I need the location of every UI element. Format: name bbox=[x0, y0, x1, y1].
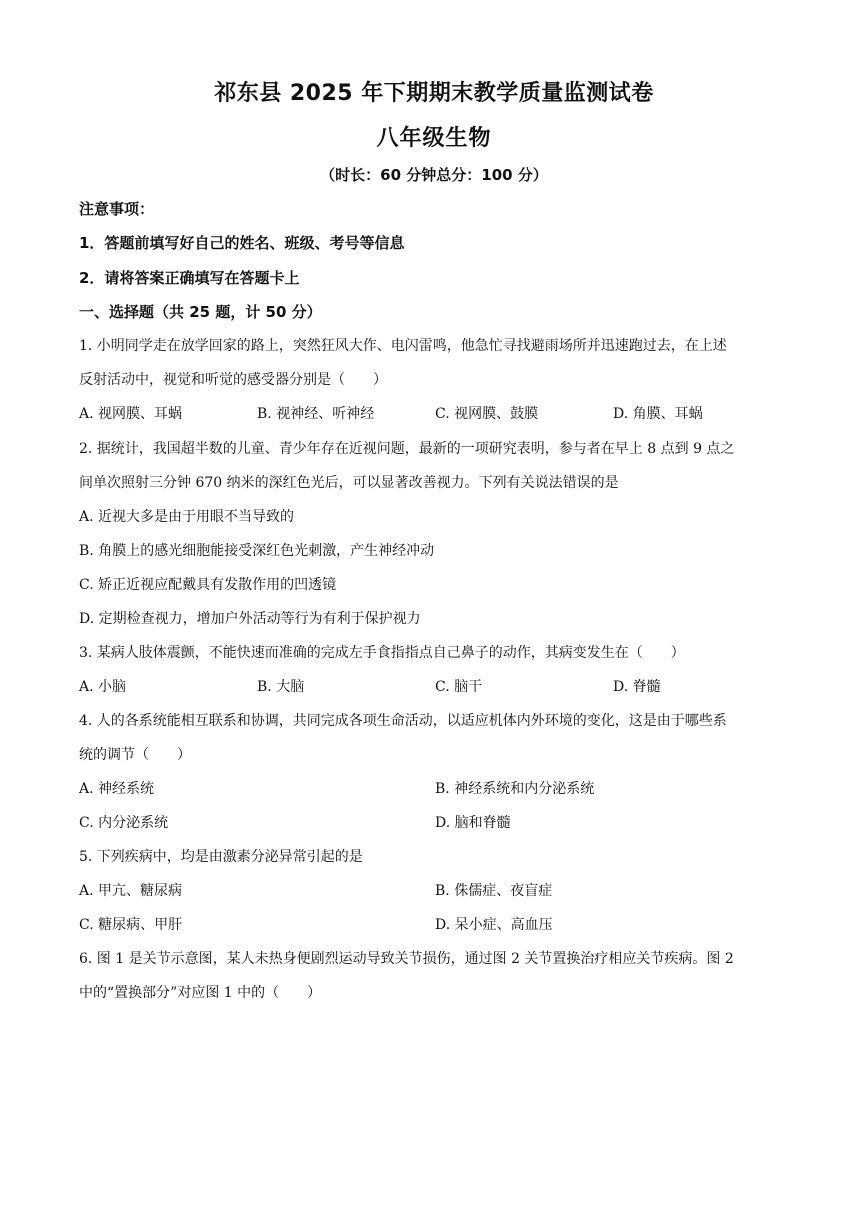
subject-title: 八年级生物 bbox=[376, 126, 492, 151]
exam-duration: （时长：60 分钟总分：100 分） bbox=[320, 166, 548, 184]
question-5-text: 5. 下列疾病中，均是由激素分泌异常引起的是 bbox=[79, 849, 363, 865]
q5-option-d: D. 呆小症、高血压 bbox=[435, 917, 553, 933]
q5-option-c: C. 糖尿病、甲肝 bbox=[79, 917, 183, 933]
q4-option-b: B. 神经系统和内分泌系统 bbox=[435, 781, 595, 797]
question-1-text: 反射活动中，视觉和听觉的感受器分别是（ ） bbox=[79, 372, 387, 388]
q4-option-a: A. 神经系统 bbox=[79, 781, 155, 797]
q5-option-b: B. 侏儒症、夜盲症 bbox=[435, 883, 553, 899]
question-2-text: 间单次照射三分钟 670 纳米的深红色光后，可以显著改善视力。下列有关说法错误的是 bbox=[79, 475, 619, 491]
note-item: 1．答题前填写好自己的姓名、班级、考号等信息 bbox=[79, 234, 405, 252]
notes-heading: 注意事项： bbox=[79, 200, 155, 218]
note-item: 2．请将答案正确填写在答题卡上 bbox=[79, 269, 300, 287]
q1-option-a: A. 视网膜、耳蜗 bbox=[79, 406, 183, 422]
exam-title: 祁东县 2025 年下期期末教学质量监测试卷 bbox=[214, 81, 654, 106]
q1-option-b: B. 视神经、听神经 bbox=[257, 406, 375, 422]
section-heading: 一、选择题（共 25 题，计 50 分） bbox=[79, 303, 322, 321]
q2-option-d: D. 定期检查视力，增加户外活动等行为有利于保护视力 bbox=[79, 611, 421, 627]
q3-option-d: D. 脊髓 bbox=[613, 679, 661, 695]
q2-option-c: C. 矫正近视应配戴具有发散作用的凹透镜 bbox=[79, 577, 337, 593]
q4-option-d: D. 脑和脊髓 bbox=[435, 815, 511, 831]
question-4-text: 统的调节（ ） bbox=[79, 747, 191, 763]
q3-option-b: B. 大脑 bbox=[257, 679, 305, 695]
question-4-text: 4. 人的各系统能相互联系和协调，共同完成各项生命活动，以适应机体内外环境的变化，这是由于哪些系 bbox=[79, 713, 727, 729]
question-1-text: 1. 小明同学走在放学回家的路上，突然狂风大作、电闪雷鸣，他急忙寻找避雨场所并迅速跑过去，在上述 bbox=[79, 338, 727, 354]
question-6-text: 6. 图 1 是关节示意图，某人未热身便剧烈运动导致关节损伤，通过图 2 关节置换治疗相应关节疾病。图 2 bbox=[79, 951, 734, 967]
q4-option-c: C. 内分泌系统 bbox=[79, 815, 169, 831]
q1-option-d: D. 角膜、耳蜗 bbox=[613, 406, 703, 422]
q2-option-a: A. 近视大多是由于用眼不当导致的 bbox=[79, 509, 295, 525]
q5-option-a: A. 甲亢、糖尿病 bbox=[79, 883, 183, 899]
q3-option-c: C. 脑干 bbox=[435, 679, 483, 695]
question-3-text: 3. 某病人肢体震颤，不能快速而准确的完成左手食指指点自己鼻子的动作，其病变发生在（ ） bbox=[79, 645, 685, 661]
q1-option-c: C. 视网膜、鼓膜 bbox=[435, 406, 539, 422]
question-6-text: 中的“置换部分”对应图 1 中的（ ） bbox=[79, 985, 322, 1001]
q3-option-a: A. 小脑 bbox=[79, 679, 127, 695]
q2-option-b: B. 角膜上的感光细胞能接受深红色光刺激，产生神经冲动 bbox=[79, 543, 435, 559]
question-2-text: 2. 据统计，我国超半数的儿童、青少年存在近视问题，最新的一项研究表明，参与者在早上 8 点到 9 点之 bbox=[79, 441, 735, 457]
